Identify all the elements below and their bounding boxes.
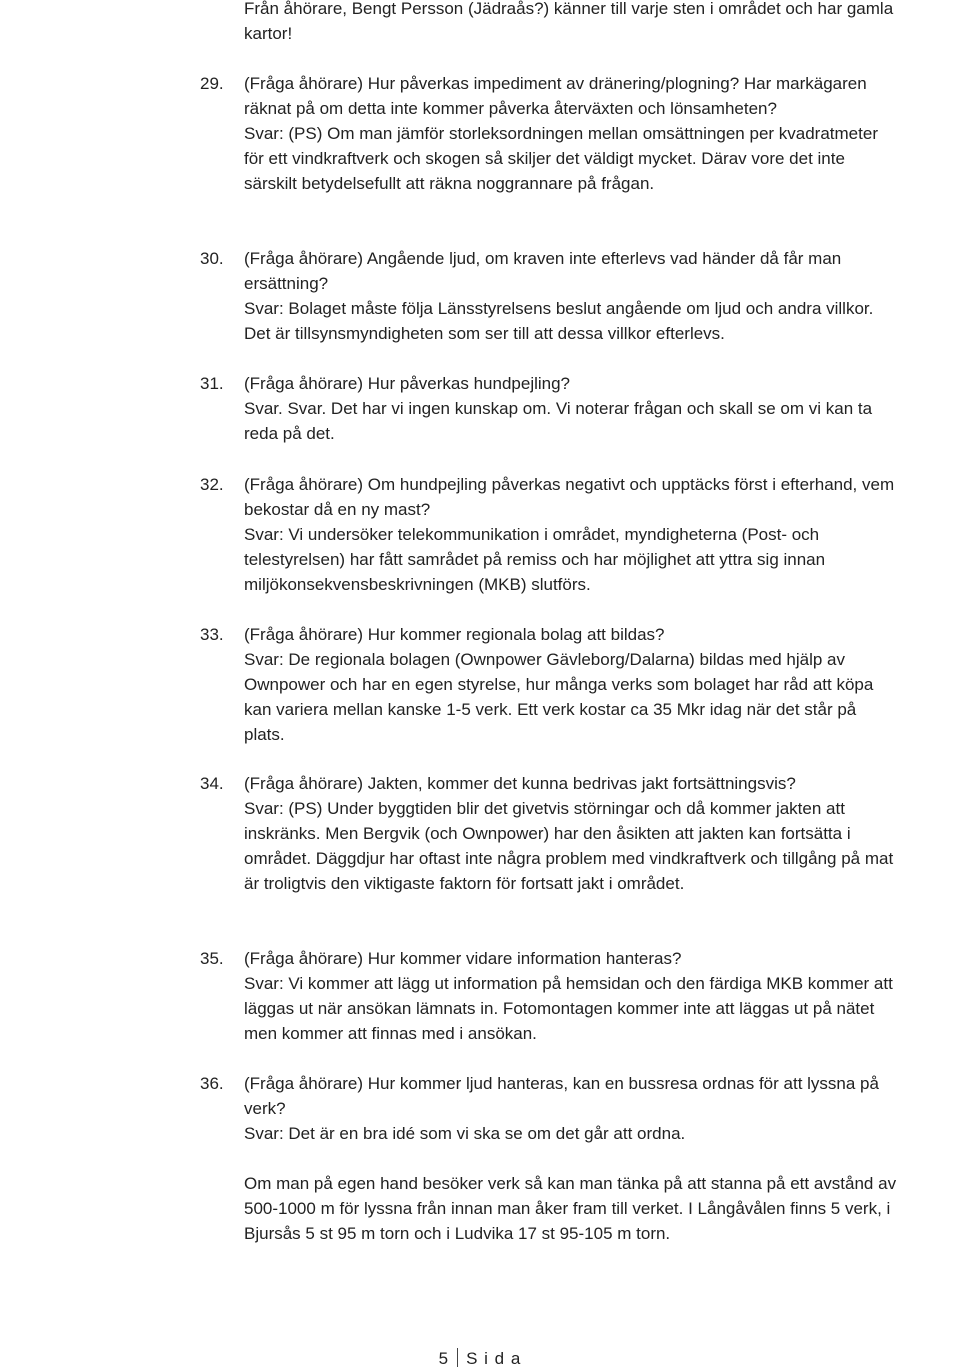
question-text: (Fråga åhörare) Hur kommer regionala bolag att bildas? <box>244 625 665 644</box>
question-text: (Fråga åhörare) Hur kommer ljud hanteras, kan en bussresa ordnas för att lyssna på verk? <box>244 1074 879 1118</box>
intro-paragraph: Från åhörare, Bengt Persson (Jädraås?) känner till varje sten i området och har gamla kartor! <box>244 0 894 43</box>
question-text: (Fråga åhörare) Hur påverkas hundpejling? <box>244 374 571 393</box>
item-number: 35. <box>200 949 224 968</box>
item-number: 32. <box>200 475 224 494</box>
qa-item-30 <box>200 246 900 346</box>
item-number: 34. <box>200 774 224 793</box>
answer-text: Svar: Bolaget måste följa Länsstyrelsens beslut angående om ljud och andra villkor. Det är tillsynsmyndigheten som ser till att dessa villkor efterlevs. <box>244 299 874 343</box>
page-label: S i d a <box>466 1349 522 1368</box>
qa-item-34 <box>200 771 900 896</box>
question-text: (Fråga åhörare) Hur kommer vidare information hanteras? <box>244 949 682 968</box>
question-text: (Fråga åhörare) Hur påverkas impediment av dränering/plogning? Har markägaren räknat på om detta inte kommer påverka återväxten och lönsamheten? <box>244 74 867 118</box>
qa-item-36 <box>200 1071 900 1246</box>
item-number: 31. <box>200 374 224 393</box>
answer-text: Svar: Vi kommer att lägg ut information på hemsidan och den färdiga MKB kommer att läggas ut när ansökan lämnats in. Fotomontagen kommer inte att läggas ut på nätet men kommer att finnas med i ansökan. <box>244 974 893 1043</box>
question-text: (Fråga åhörare) Om hundpejling påverkas negativt och upptäcks först i efterhand, vem bekostar då en ny mast? <box>244 475 895 519</box>
qa-item-31 <box>200 371 900 446</box>
answer-text: Svar: (PS) Om man jämför storleksordningen mellan omsättningen per kvadratmeter för ett vindkraftverk och skogen så skiljer det väldigt mycket. Därav vore det inte särskilt betydelsefullt att räkna noggrannare på frågan. <box>244 124 878 193</box>
answer-text: Svar: Vi undersöker telekommunikation i området, myndigheterna (Post- och telestyrelsen) har fått samrådet på remiss och har möjlighet att yttra sig innan miljökonsekvensbeskrivningen (MKB) slutförs. <box>244 525 826 594</box>
question-text: (Fråga åhörare) Angående ljud, om kraven inte efterlevs vad händer då får man ersättning? <box>244 249 842 293</box>
item-number: 33. <box>200 625 224 644</box>
item-number: 36. <box>200 1074 224 1093</box>
answer-text: Svar. Svar. Det har vi ingen kunskap om. Vi noterar frågan och skall se om vi kan ta reda på det. <box>244 399 873 443</box>
footer-divider <box>457 1348 458 1367</box>
item-number: 30. <box>200 249 224 268</box>
additional-note: Om man på egen hand besöker verk så kan man tänka på att stanna på ett avstånd av 500-1000 m för lyssna från innan man åker fram till verket. I Långåvålen finns 5 verk, i Bjursås 5 st 95 m torn och i Ludvika 17 st 95-105 m torn. <box>244 1174 897 1243</box>
qa-item-35 <box>200 946 900 1046</box>
answer-text: Svar: Det är en bra idé som vi ska se om det går att ordna. <box>244 1124 686 1143</box>
qa-item-33 <box>200 622 900 747</box>
page-footer <box>0 1346 960 1371</box>
answer-text: Svar: De regionala bolagen (Ownpower Gävleborg/Dalarna) bildas med hjälp av Ownpower och har en egen styrelse, hur många verks som bolaget har råd att köpa kan variera mellan kanske 1-5 verk. Ett verk kostar ca 35 Mkr idag när det står på plats. <box>244 650 874 744</box>
answer-text: Svar: (PS) Under byggtiden blir det givetvis störningar och då kommer jakten att inskränks. Men Bergvik (och Ownpower) har den åsikten att jakten kan fortsätta i området. Däggdjur har oftast inte några problem med vindkraftverk och tillgång på mat är troligtvis den viktigaste faktorn för fortsatt jakt i området. <box>244 799 894 893</box>
qa-item-32 <box>200 472 900 597</box>
page-number: 5 <box>438 1349 450 1368</box>
question-text: (Fråga åhörare) Jakten, kommer det kunna bedrivas jakt fortsättningsvis? <box>244 774 796 793</box>
qa-item-29 <box>200 71 900 196</box>
item-number: 29. <box>200 74 224 93</box>
